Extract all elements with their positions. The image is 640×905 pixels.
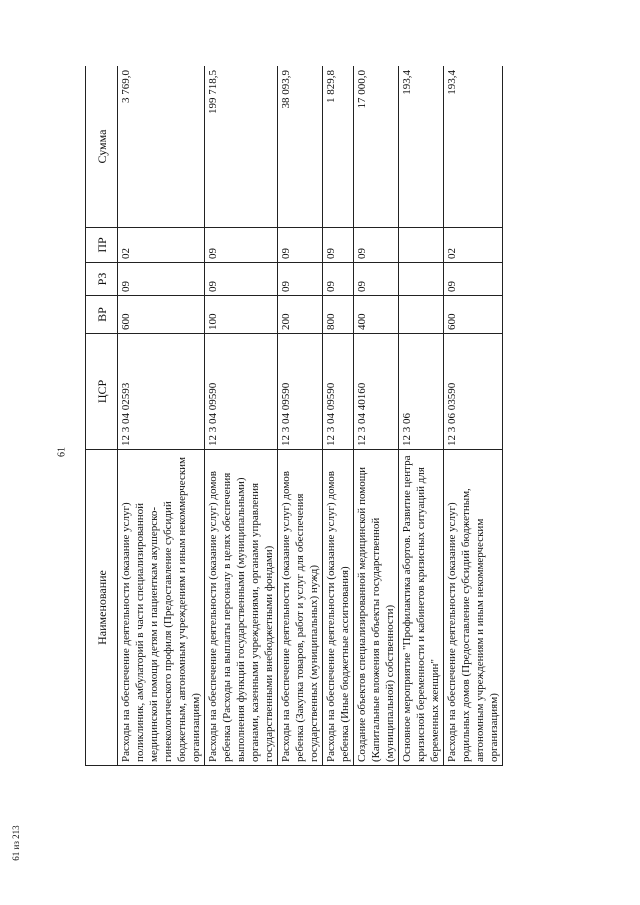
header-vr: ВР <box>86 296 118 334</box>
cell-pr: 09 <box>354 228 399 263</box>
cell-vr: 100 <box>205 296 278 334</box>
header-name: Наименование <box>86 450 118 766</box>
rotated-table-container <box>85 66 585 766</box>
cell-pr: 02 <box>444 228 503 263</box>
header-sum: Сумма <box>86 66 118 228</box>
table-row <box>354 66 399 766</box>
cell-rz: 09 <box>444 263 503 296</box>
table-row <box>323 66 354 766</box>
cell-sum: 38 093,9 <box>278 66 323 228</box>
cell-sum: 1 829,8 <box>323 66 354 228</box>
cell-name: Расходы на обеспечение деятельности (оказание услуг) домов ребенка (Иные бюджетные ассигнования) <box>323 450 354 766</box>
table-row <box>118 66 205 766</box>
cell-name: Расходы на обеспечение деятельности (оказание услуг) домов ребенка (Расходы на выплаты персоналу в целях обеспечения выполнения функций государственными (муниципальными) органами, казенными учреждениями, органами управления государственными внебюджетными фондами) <box>205 450 278 766</box>
cell-rz: 09 <box>354 263 399 296</box>
cell-csr: 12 3 04 09590 <box>278 334 323 450</box>
cell-csr: 12 3 04 09590 <box>205 334 278 450</box>
cell-pr: 02 <box>118 228 205 263</box>
cell-rz: 09 <box>118 263 205 296</box>
cell-name: Создание объектов специализированной медицинской помощи (Капитальные вложения в объекты государственной (муниципальной) собственности) <box>354 450 399 766</box>
cell-rz <box>399 263 444 296</box>
cell-rz: 09 <box>278 263 323 296</box>
table-row <box>278 66 323 766</box>
header-rz: РЗ <box>86 263 118 296</box>
cell-csr: 12 3 04 09590 <box>323 334 354 450</box>
cell-vr: 400 <box>354 296 399 334</box>
table-row <box>205 66 278 766</box>
cell-name: Расходы на обеспечение деятельности (оказание услуг) домов ребенка (Закупка товаров, работ и услуг для обеспечения государственных (муниципальных) нужд) <box>278 450 323 766</box>
cell-name: Расходы на обеспечение деятельности (оказание услуг) родильных домов (Предоставление субсидий бюджетным, автономным учреждениям и иным некоммерческим организациям) <box>444 450 503 766</box>
budget-table <box>85 66 503 766</box>
table-row <box>444 66 503 766</box>
cell-name: Расходы на обеспечение деятельности (оказание услуг) поликлиник, амбулаторий в части специализированной медицинской помощи детям и пациенткам акушерско-гинекологического профиля (Предоставление субсидий бюджетным, автономным учреждениям и иным некоммерческим организациям) <box>118 450 205 766</box>
cell-rz: 09 <box>205 263 278 296</box>
cell-csr: 12 3 06 <box>399 334 444 450</box>
cell-pr <box>399 228 444 263</box>
table-header-row <box>86 66 118 766</box>
cell-csr: 12 3 04 02593 <box>118 334 205 450</box>
cell-vr: 800 <box>323 296 354 334</box>
cell-vr <box>399 296 444 334</box>
cell-sum: 3 769,0 <box>118 66 205 228</box>
cell-sum: 199 718,5 <box>205 66 278 228</box>
cell-vr: 600 <box>444 296 503 334</box>
cell-sum: 17 000,0 <box>354 66 399 228</box>
header-pr: ПР <box>86 228 118 263</box>
header-csr: ЦСР <box>86 334 118 450</box>
cell-pr: 09 <box>323 228 354 263</box>
cell-sum: 193,4 <box>399 66 444 228</box>
cell-vr: 200 <box>278 296 323 334</box>
cell-rz: 09 <box>323 263 354 296</box>
cell-name: Основное мероприятие "Профилактика абортов. Развитие центра кризисной беременности и кабинетов кризисных ситуаций для беременных женщин" <box>399 450 444 766</box>
cell-csr: 12 3 06 03590 <box>444 334 503 450</box>
table-area <box>85 66 585 766</box>
cell-sum: 193,4 <box>444 66 503 228</box>
cell-pr: 09 <box>205 228 278 263</box>
cell-vr: 600 <box>118 296 205 334</box>
page-number: 61 <box>56 447 68 457</box>
cell-csr: 12 3 04 40160 <box>354 334 399 450</box>
cell-pr: 09 <box>278 228 323 263</box>
page-footer: 61 из 213 <box>11 825 21 861</box>
table-row <box>399 66 444 766</box>
